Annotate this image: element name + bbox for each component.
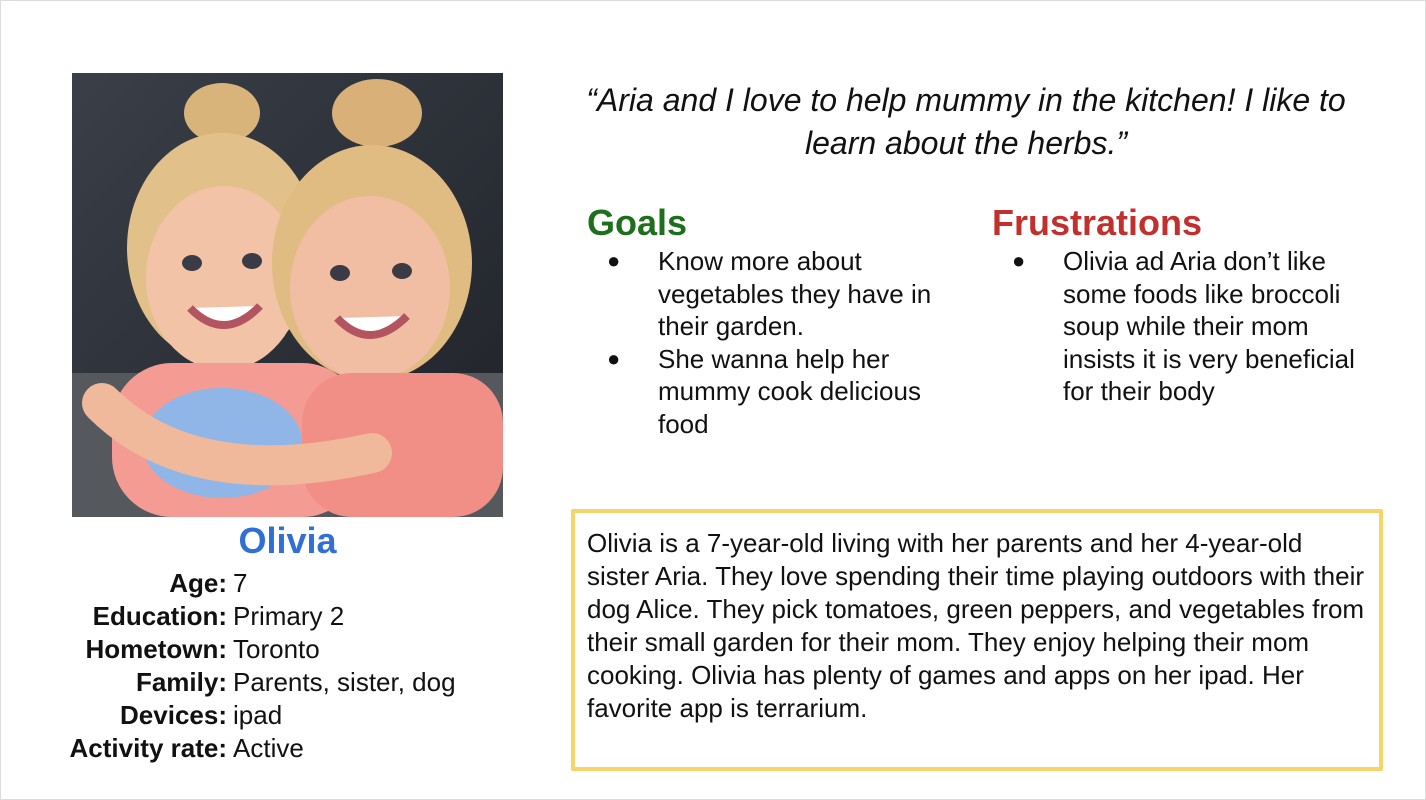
detail-row: [41, 600, 541, 633]
detail-row: [41, 699, 541, 732]
detail-label: Activity rate:: [69, 733, 227, 763]
detail-row: [41, 567, 541, 600]
detail-value: ipad: [233, 700, 283, 730]
bullet-icon: ●: [1012, 248, 1026, 273]
goals-section: [587, 201, 967, 440]
detail-value: Toronto: [233, 634, 320, 664]
detail-label: Hometown:: [85, 634, 227, 664]
detail-value: Primary 2: [233, 601, 345, 631]
goal-item: [587, 245, 967, 343]
goal-item-text: Know more about vegetables they have in their garden.: [658, 246, 932, 341]
detail-label: Age:: [169, 568, 227, 598]
goal-item: [587, 343, 967, 441]
frustrations-list: [992, 245, 1382, 408]
bio-text: Olivia is a 7-year-old living with her parents and her 4-year-old sister Aria. They love spending their time playing outdoors with their dog Alice. They pick tomatoes, green peppers, and vegetables from their small garden for their mom. They enjoy helping their mom cooking. Olivia has plenty of games and apps on her ipad. Her favorite app is terrarium.: [587, 528, 1365, 723]
detail-label: Family:: [135, 667, 227, 697]
frustration-item-text: Olivia ad Aria don’t like some foods like broccoli soup while their mom insists it is very beneficial for their body: [1063, 246, 1355, 406]
bullet-icon: ●: [607, 345, 621, 371]
frustrations-section: [992, 201, 1382, 408]
detail-row: [41, 666, 541, 699]
detail-row: [41, 633, 541, 666]
persona-name: Olivia: [238, 520, 337, 561]
detail-label: Devices:: [120, 700, 227, 730]
detail-value: Active: [233, 733, 304, 763]
frustrations-title: Frustrations: [992, 202, 1203, 243]
detail-row: [41, 732, 541, 765]
detail-value: 7: [233, 568, 248, 598]
goals-title: Goals: [587, 202, 688, 243]
frustration-item: [992, 245, 1382, 408]
goal-item-text: She wanna help her mummy cook delicious food: [658, 343, 921, 439]
bullet-icon: ●: [607, 248, 621, 273]
persona-photo: [72, 73, 503, 517]
persona-details: [41, 567, 541, 765]
goals-list: [587, 245, 967, 440]
persona-quote: “Aria and I love to help mummy in the kitchen! I like to learn about the herbs.”: [586, 82, 1346, 161]
bio-box: [571, 509, 1383, 771]
detail-value: Parents, sister, dog: [233, 667, 456, 697]
detail-label: Education:: [92, 601, 227, 631]
